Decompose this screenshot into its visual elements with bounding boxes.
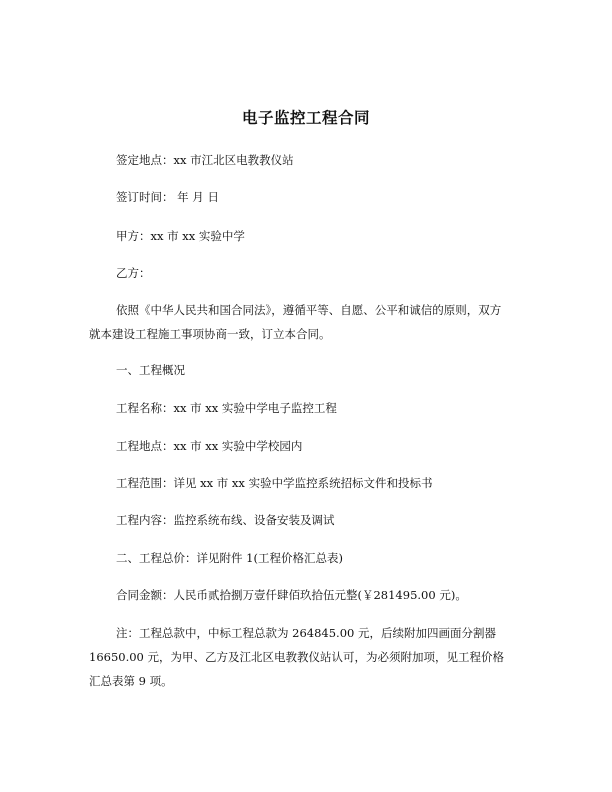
paragraph-project-name xyxy=(89,396,525,420)
paragraph-sign-place xyxy=(89,148,525,172)
paragraph-party-b xyxy=(89,261,525,285)
paragraph-contract-amount xyxy=(89,583,525,607)
text-line: 一、工程概况 xyxy=(116,363,185,377)
paragraph-preamble xyxy=(89,298,525,346)
text-line: 乙方： xyxy=(116,266,151,280)
text-line: 甲方：xx 市 xx 实验中学 xyxy=(116,229,245,243)
text-line: 二、工程总价：详见附件 1(工程价格汇总表) xyxy=(116,551,343,565)
text-line: 工程地点：xx 市 xx 实验中学校园内 xyxy=(116,439,303,453)
page-title: 电子监控工程合同 xyxy=(241,108,370,127)
paragraph-project-scope xyxy=(89,471,525,495)
paragraph-note xyxy=(89,621,525,693)
text-line: 16650.00 元，为甲、乙方及江北区电教教仪站认可，为必须附加项，见工程价格 xyxy=(89,650,505,664)
section-heading-overview xyxy=(89,358,525,382)
text-line: 工程内容：监控系统布线、设备安装及调试 xyxy=(116,513,335,527)
paragraph-party-a xyxy=(89,224,525,248)
text-line: 就本建设工程施工事项协商一致，订立本合同。 xyxy=(89,327,331,341)
text-line: 注：工程总款中，中标工程总款为 264845.00 元，后续附加四画面分割器 xyxy=(116,626,496,640)
paragraph-project-location xyxy=(89,434,525,458)
paragraph-sign-time xyxy=(89,185,525,209)
text-line: 工程范围：详见 xx 市 xx 实验中学监控系统招标文件和投标书 xyxy=(116,476,433,490)
section-heading-total-price xyxy=(89,546,525,570)
text-line: 合同金额：人民币贰拾捌万壹仟肆佰玖拾伍元整(￥281495.00 元)。 xyxy=(116,588,467,602)
text-line: 汇总表第 9 项。 xyxy=(89,674,173,688)
text-line: 签订时间： 年 月 日 xyxy=(116,190,219,204)
text-line: 依照《中华人民共和国合同法》，遵循平等、自愿、公平和诚信的原则，双方 xyxy=(116,303,502,317)
paragraph-project-content xyxy=(89,508,525,532)
text-line: 签定地点：xx 市江北区电教教仪站 xyxy=(116,153,294,167)
text-line: 工程名称：xx 市 xx 实验中学电子监控工程 xyxy=(116,401,337,415)
